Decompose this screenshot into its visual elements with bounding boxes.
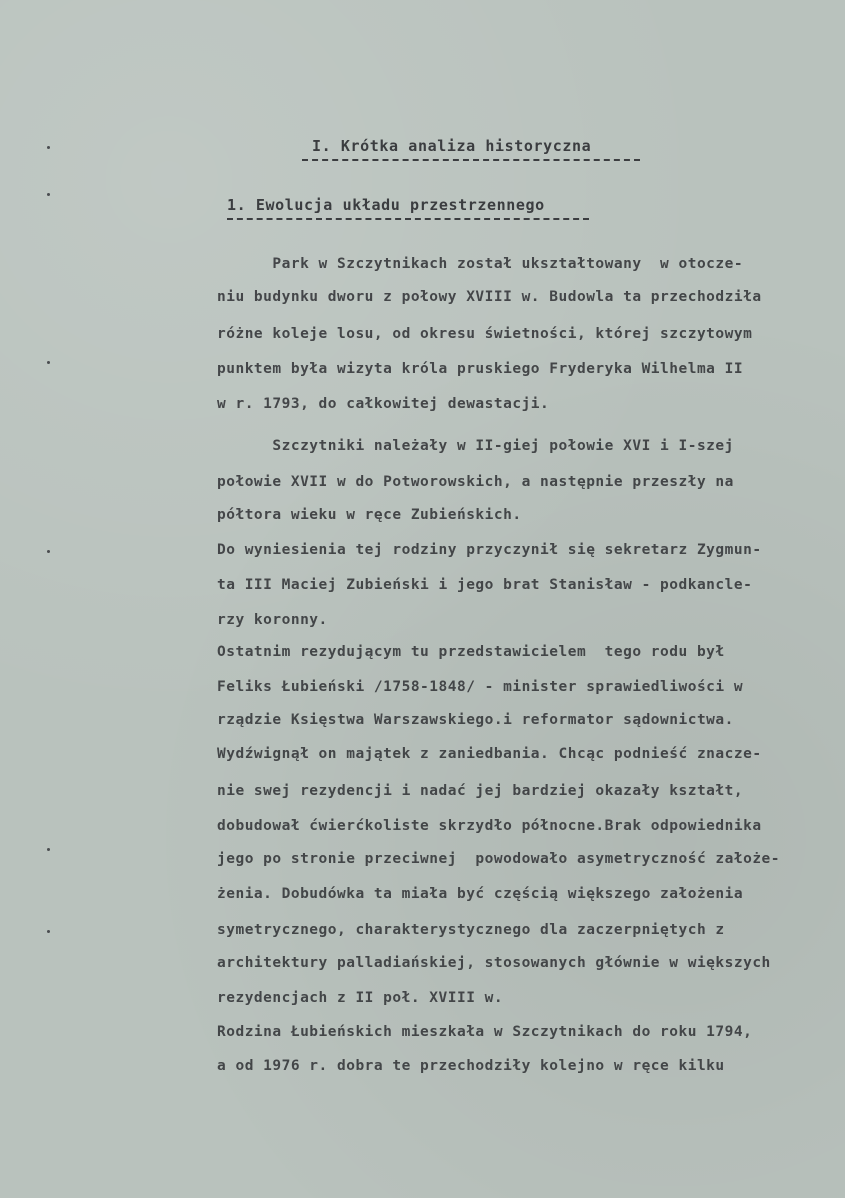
text-line: architektury palladiańskiej, stosowanych głównie w większych: [217, 955, 771, 971]
text-line: symetrycznego, charakterystycznego dla zaczerpniętych z: [217, 922, 725, 938]
text-line: różne koleje losu, od okresu świetności, której szczytowym: [217, 326, 753, 342]
text-line: rządzie Księstwa Warszawskiego.i reformator sądownictwa.: [217, 712, 734, 728]
text-line: niu budynku dworu z połowy XVIII w. Budowla ta przechodziła: [217, 289, 762, 305]
text-line: Wydźwignął on majątek z zaniedbania. Chcąc podnieść znacze-: [217, 746, 762, 762]
margin-mark: [47, 550, 50, 553]
text-line: a od 1976 r. dobra te przechodziły kolejno w ręce kilku: [217, 1058, 725, 1074]
text-line: dobudował ćwierćkoliste skrzydło północne.Brak odpowiednika: [217, 818, 762, 834]
margin-mark: [47, 361, 50, 364]
text-line: nie swej rezydencji i nadać jej bardziej okazały kształt,: [217, 783, 744, 799]
section-heading-underline: [227, 218, 589, 220]
text-line: Ostatnim rezydującym tu przedstawicielem tego rodu był: [217, 644, 725, 660]
margin-mark: [47, 193, 50, 196]
text-line: rzy koronny.: [217, 612, 328, 628]
text-line: półtora wieku w ręce Zubieńskich.: [217, 507, 522, 523]
text-line: rezydencjach z II poł. XVIII w.: [217, 990, 504, 1006]
text-line: Rodzina Łubieńskich mieszkała w Szczytnikach do roku 1794,: [217, 1024, 753, 1040]
text-line: punktem była wizyta króla pruskiego Fryderyka Wilhelma II: [217, 361, 744, 377]
chapter-heading-underline: [302, 159, 640, 161]
margin-mark: [47, 848, 50, 851]
margin-mark: [47, 146, 50, 149]
text-line: ta III Maciej Zubieński i jego brat Stanisław - podkancle-: [217, 577, 753, 593]
margin-mark: [47, 930, 50, 933]
text-line: Szczytniki należały w II-giej połowie XVI i I-szej: [217, 438, 734, 454]
text-line: żenia. Dobudówka ta miała być częścią większego założenia: [217, 886, 744, 902]
text-line: jego po stronie przeciwnej powodowało asymetryczność założe-: [217, 851, 781, 867]
text-line: połowie XVII w do Potworowskich, a następnie przeszły na: [217, 474, 734, 490]
text-line: Do wyniesienia tej rodziny przyczynił się sekretarz Zygmun-: [217, 542, 762, 558]
section-heading: 1. Ewolucja układu przestrzennego: [227, 196, 545, 214]
text-line: Feliks Łubieński /1758-1848/ - minister sprawiedliwości w: [217, 679, 744, 695]
text-line: Park w Szczytnikach został ukształtowany w otocze-: [217, 256, 744, 272]
text-line: w r. 1793, do całkowitej dewastacji.: [217, 396, 550, 412]
chapter-heading: I. Krótka analiza historyczna: [312, 137, 592, 155]
